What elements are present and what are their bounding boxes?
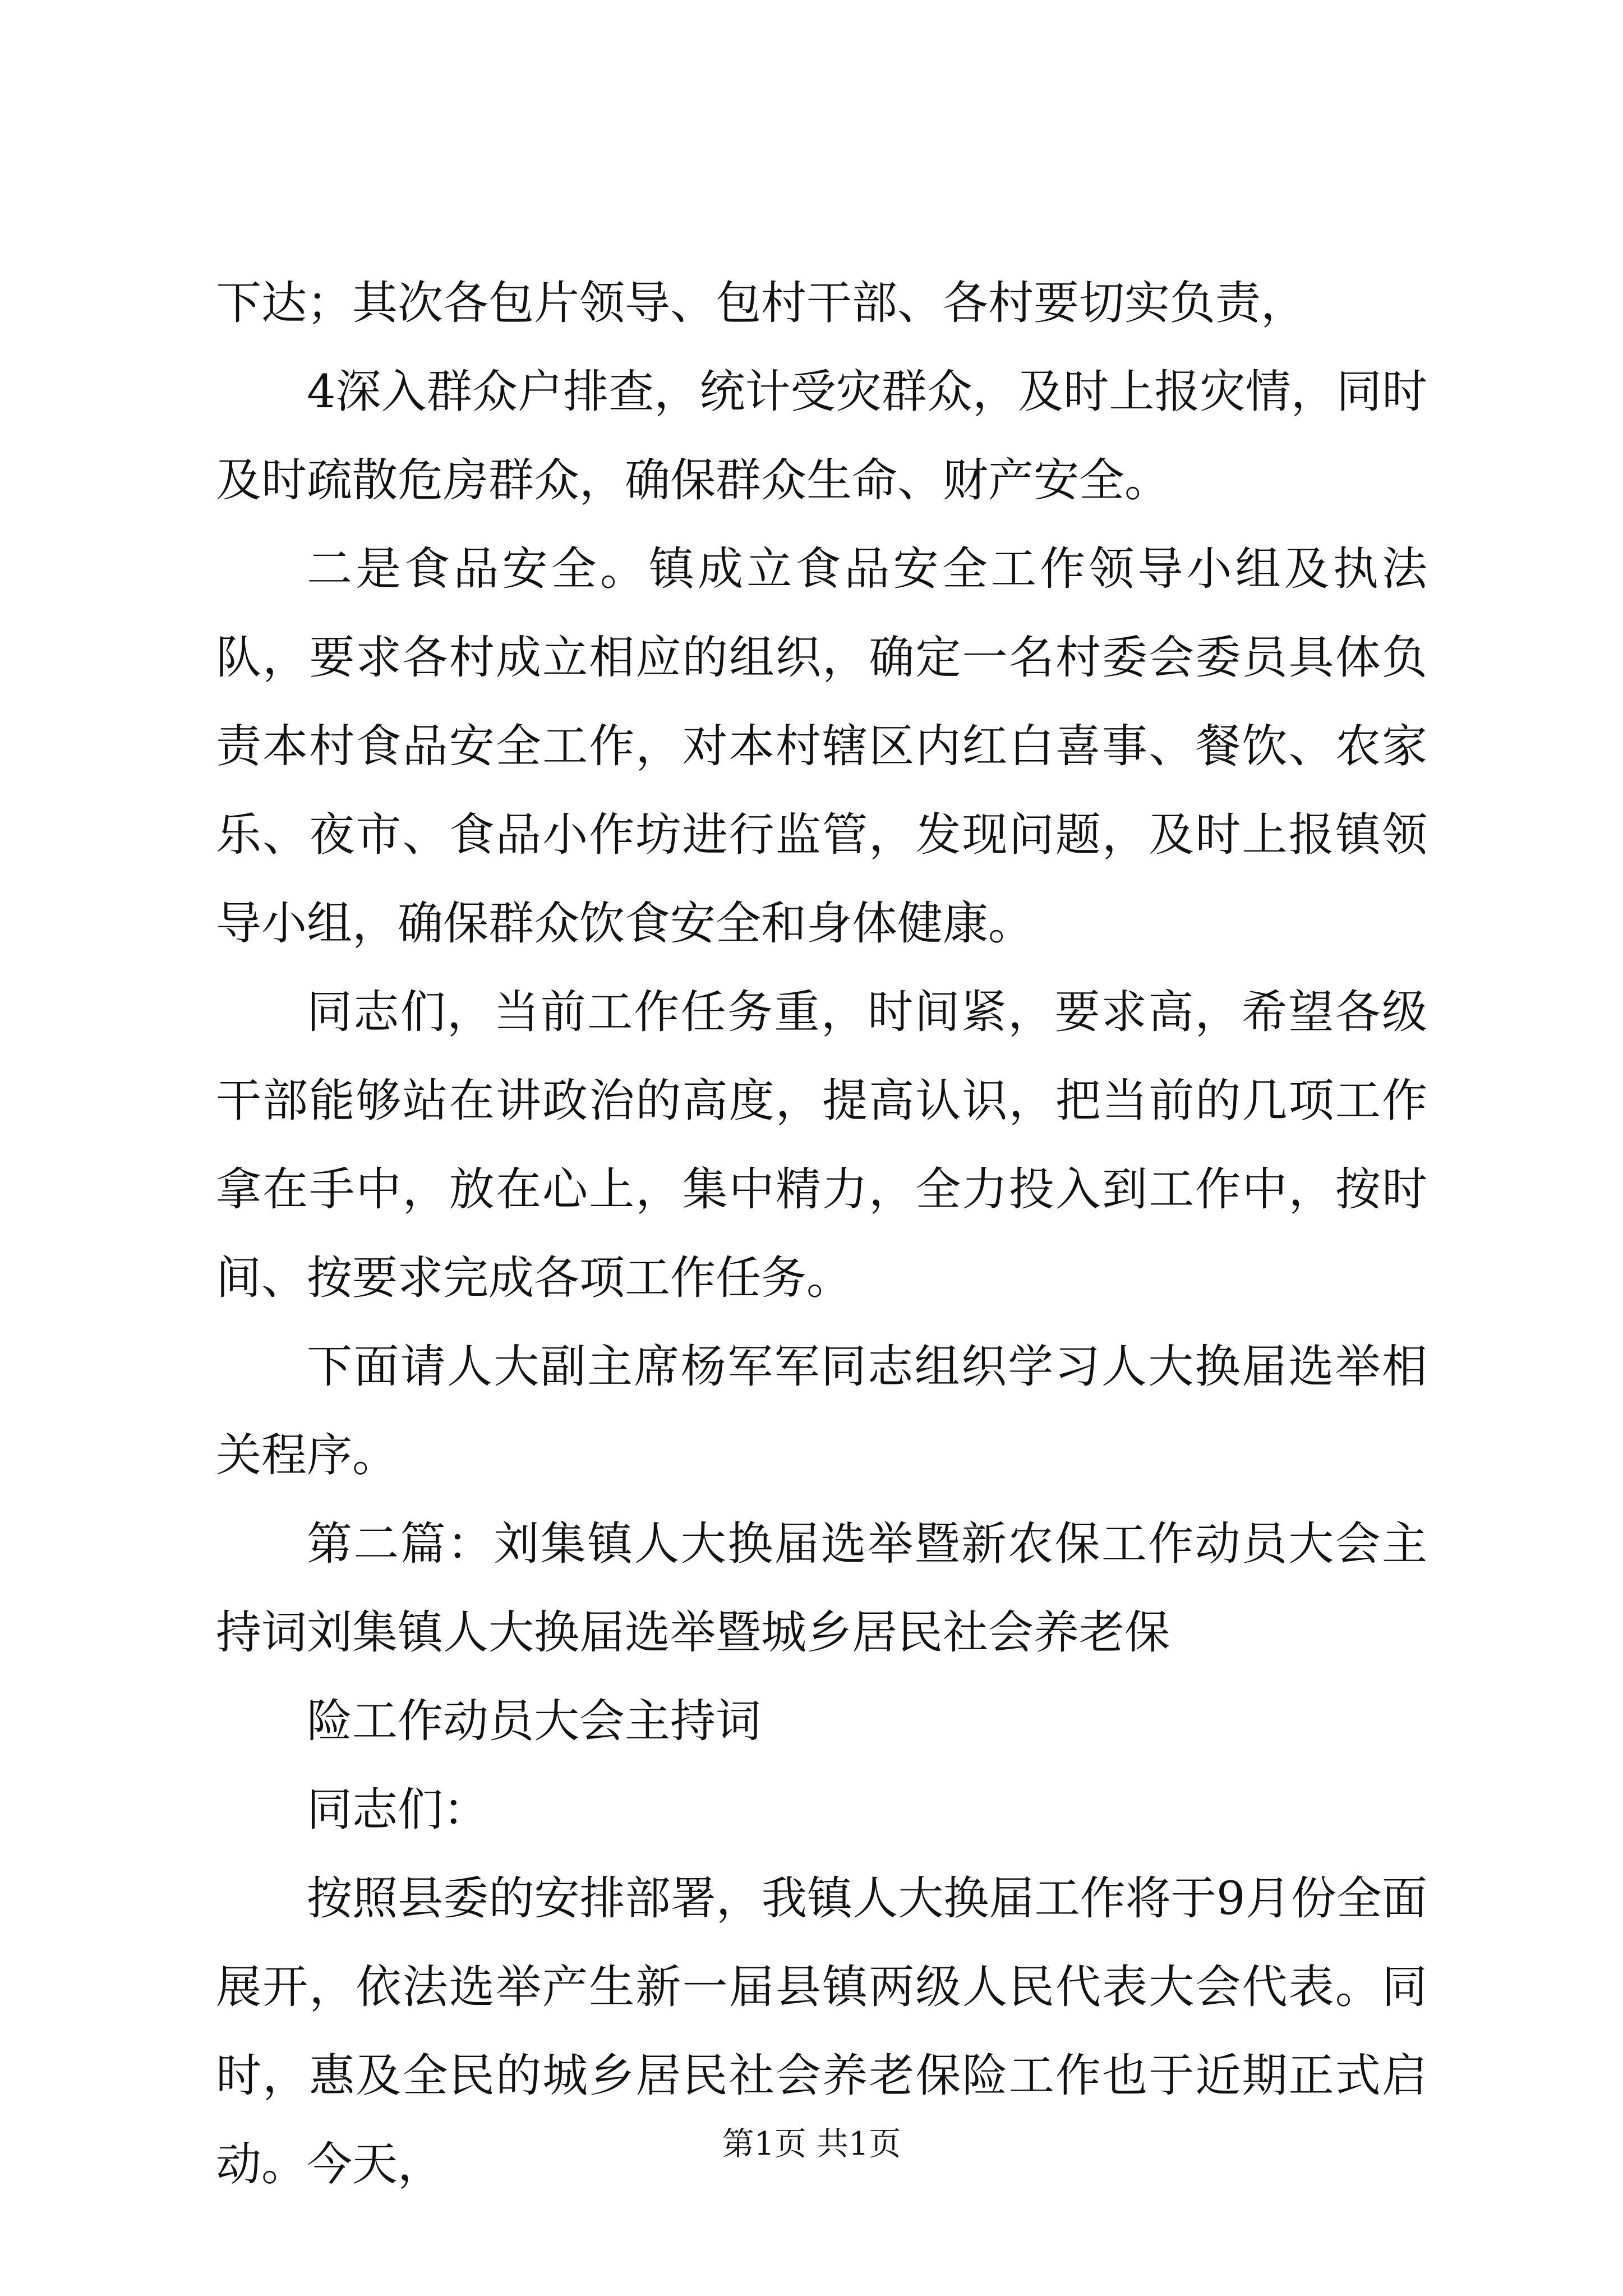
page-number-label: 第1页 共1页 <box>722 2125 901 2162</box>
paragraph: 同志们，当前工作任务重，时间紧，要求高，希望各级干部能够站在讲政治的高度，提高认识，把当前的几项工作拿在手中，放在心上，集中精力，全力投入到工作中，按时间、按要求完成各项工作任务。 <box>216 986 1427 1305</box>
paragraph: 按照县委的安排部署，我镇人大换届工作将于9月份全面展开，依法选举产生新一届县镇两级人民代表大会代表。同时，惠及全民的城乡居民社会养老保险工作也于近期正式启动。今天， <box>216 1872 1427 2191</box>
paragraph: 险工作动员大会主持词 <box>307 1695 762 1748</box>
paragraph: 下面请人大副主席杨军军同志组织学习人大换届选举相关程序。 <box>216 1341 1427 1482</box>
page-footer <box>0 2122 1623 2166</box>
document-body <box>216 259 1427 2209</box>
paragraph: 二是食品安全。镇成立食品安全工作领导小组及执法队，要求各村成立相应的组织，确定一名村委会委员具体负责本村食品安全工作，对本村辖区内红白喜事、餐饮、农家乐、夜市、食品小作坊进行监管，发现问题，及时上报镇领导小组，确保群众饮食安全和身体健康。 <box>216 543 1427 950</box>
paragraph: 下达；其次各包片领导、包村干部、各村要切实负责， <box>216 277 1307 330</box>
paragraph: 第二篇：刘集镇人大换届选举暨新农保工作动员大会主持词刘集镇人大换届选举暨城乡居民社会养老保 <box>216 1518 1427 1659</box>
paragraph: 4深入群众户排查，统计受灾群众，及时上报灾情，同时及时疏散危房群众，确保群众生命、财产安全。 <box>216 366 1427 507</box>
paragraph: 同志们： <box>307 1784 489 1837</box>
